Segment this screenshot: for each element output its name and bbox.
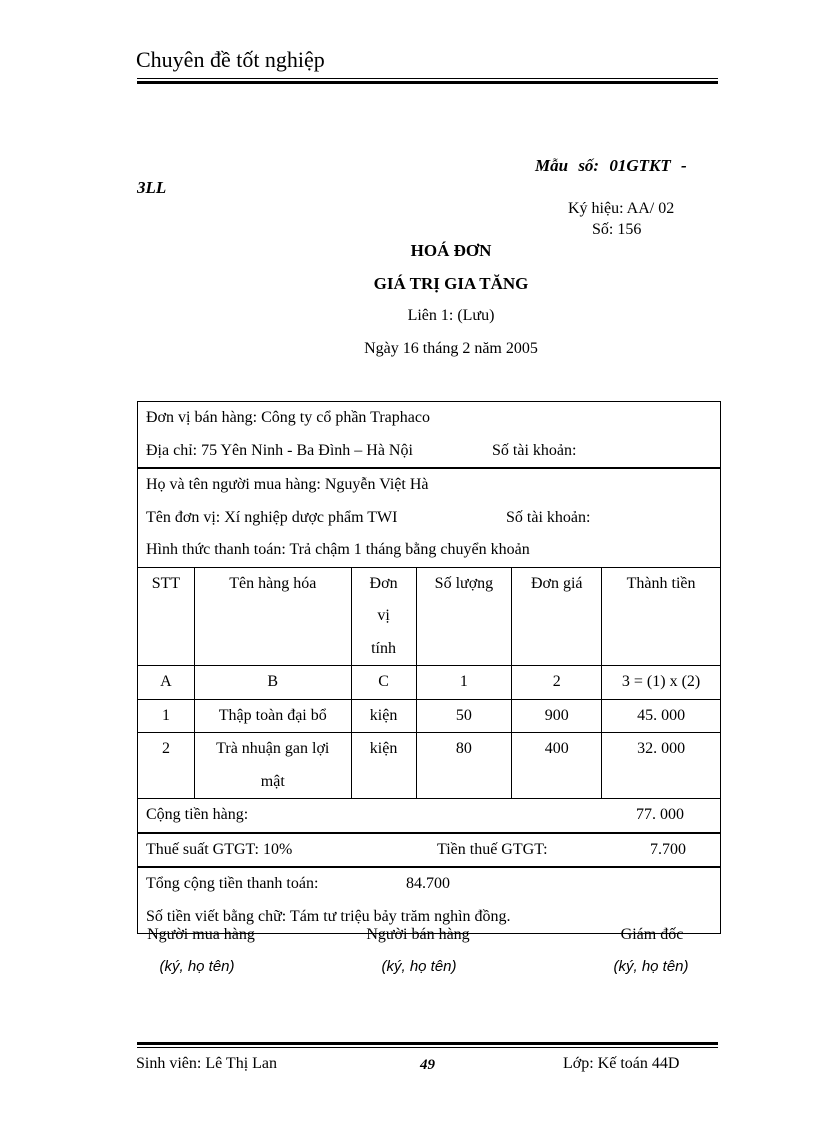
item-name: Thập toàn đại bổ bbox=[194, 699, 351, 733]
code-row bbox=[138, 666, 721, 700]
buyer-account: Số tài khoản: bbox=[506, 508, 591, 526]
code-cell: B bbox=[194, 666, 351, 700]
item-price: 400 bbox=[512, 733, 602, 799]
code-cell: A bbox=[138, 666, 195, 700]
code-cell: 1 bbox=[416, 666, 512, 700]
total-label: Tổng cộng tiền thanh toán: bbox=[146, 875, 319, 892]
invoice-copy: Liên 1: (Lưu) bbox=[407, 307, 495, 324]
invoice-subtitle: GIÁ TRỊ GIA TĂNG bbox=[373, 274, 529, 293]
header-rule-thick bbox=[137, 81, 718, 84]
item-amount: 32. 000 bbox=[602, 733, 721, 799]
invoice-table bbox=[137, 401, 721, 934]
subtotal-row bbox=[138, 799, 721, 833]
item-qty: 50 bbox=[416, 699, 512, 733]
item-qty: 80 bbox=[416, 733, 512, 799]
footer-student: Sinh viên: Lê Thị Lan bbox=[136, 1055, 278, 1072]
vat-rate: Thuế suất GTGT: 10% bbox=[146, 840, 293, 858]
form-number-cont: 3LL bbox=[137, 178, 167, 197]
col-header-name: Tên hàng hóa bbox=[194, 567, 351, 666]
subtotal-label: Cộng tiền hàng: bbox=[146, 806, 249, 823]
invoice-title: HOÁ ĐƠN bbox=[410, 241, 492, 260]
item-unit: kiện bbox=[351, 733, 416, 799]
buyer-section bbox=[138, 468, 721, 567]
seller-section bbox=[138, 402, 721, 469]
table-header-row bbox=[138, 567, 721, 666]
payment-method: Hình thức thanh toán: Trả chậm 1 tháng bằng chuyển khoản bbox=[146, 541, 530, 558]
page-number: 49 bbox=[420, 1057, 435, 1073]
code-cell: 3 = (1) x (2) bbox=[602, 666, 721, 700]
signature-director-note: (ký, họ tên) bbox=[613, 958, 689, 975]
item-stt: 2 bbox=[138, 733, 195, 799]
vat-label: Tiền thuế GTGT: bbox=[437, 840, 548, 858]
total-row bbox=[138, 867, 721, 934]
header-rule-thin bbox=[137, 78, 718, 79]
col-header-price: Đơn giá bbox=[512, 567, 602, 666]
vat-row bbox=[138, 833, 721, 868]
table-row bbox=[138, 733, 721, 799]
seller-account: Số tài khoản: bbox=[492, 441, 577, 459]
item-name: Trà nhuận gan lợi mật bbox=[194, 733, 351, 799]
signature-director-role: Giám đốc bbox=[620, 926, 684, 943]
total-value: 84.700 bbox=[406, 875, 450, 892]
col-header-amount: Thành tiền bbox=[602, 567, 721, 666]
total-in-words: Số tiền viết bằng chữ: Tám tư triệu bảy trăm nghìn đồng. bbox=[146, 907, 511, 925]
item-unit: kiện bbox=[351, 699, 416, 733]
form-number: Mẫu số: 01GTKT - bbox=[535, 156, 687, 175]
vat-value: 7.700 bbox=[650, 840, 686, 858]
buyer-unit: Tên đơn vị: Xí nghiệp dược phẩm TWI bbox=[146, 508, 398, 526]
buyer-name: Họ và tên người mua hàng: Nguyễn Việt Hà bbox=[146, 476, 429, 493]
item-amount: 45. 000 bbox=[602, 699, 721, 733]
seller-unit: Đơn vị bán hàng: Công ty cổ phần Traphaco bbox=[146, 409, 430, 426]
document-header-title: Chuyên đề tốt nghiệp bbox=[136, 47, 325, 72]
signature-seller-note: (ký, họ tên) bbox=[381, 958, 457, 975]
code-cell: C bbox=[351, 666, 416, 700]
form-serial-number: Số: 156 bbox=[592, 221, 642, 238]
col-header-unit: Đơn vị tính bbox=[351, 567, 416, 666]
table-row bbox=[138, 699, 721, 733]
code-cell: 2 bbox=[512, 666, 602, 700]
signature-buyer-role: Người mua hàng bbox=[147, 926, 255, 943]
col-header-stt: STT bbox=[138, 567, 195, 666]
footer-class: Lớp: Kế toán 44D bbox=[563, 1055, 680, 1072]
footer-rule-thin bbox=[137, 1047, 718, 1048]
footer-rule-thick bbox=[137, 1042, 718, 1045]
item-price: 900 bbox=[512, 699, 602, 733]
subtotal-value: 77. 000 bbox=[636, 806, 684, 823]
item-stt: 1 bbox=[138, 699, 195, 733]
seller-address: Địa chỉ: 75 Yên Ninh - Ba Đình – Hà Nội bbox=[146, 441, 413, 459]
invoice-date: Ngày 16 tháng 2 năm 2005 bbox=[364, 340, 538, 357]
form-symbol: Ký hiệu: AA/ 02 bbox=[568, 200, 675, 217]
signature-seller-role: Người bán hàng bbox=[366, 926, 470, 943]
signature-buyer-note: (ký, họ tên) bbox=[159, 958, 235, 975]
col-header-qty: Số lượng bbox=[416, 567, 512, 666]
